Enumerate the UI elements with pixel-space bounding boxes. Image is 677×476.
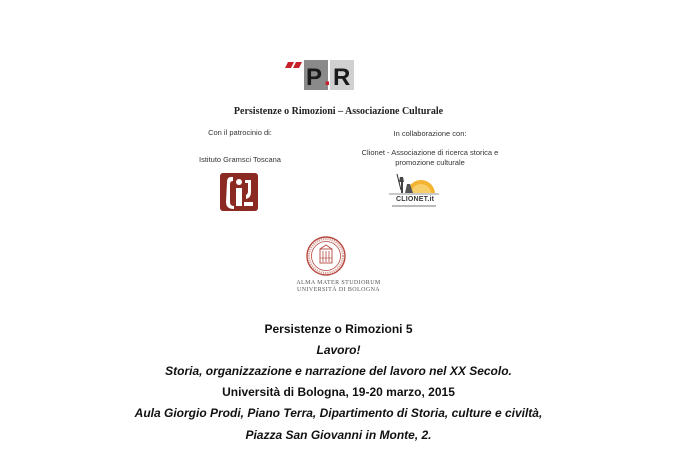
clionet-logo-text: CLIONET.it — [396, 196, 435, 203]
clionet-tagline — [392, 205, 436, 207]
event-address: Piazza San Giovanni in Monte, 2. — [245, 428, 432, 442]
university-line2: UNIVERSITÀ DI BOLOGNA — [296, 287, 381, 293]
clionet-sun-icon — [389, 168, 439, 198]
collaboration-org-line1: Clionet - Associazione di ricerca storica e — [361, 148, 499, 157]
university-line1: ALMA MATER STUDIORUM — [296, 280, 381, 286]
association-name: Persistenze o Rimozioni – Associazione Culturale — [233, 106, 444, 117]
svg-text:.: . — [324, 64, 331, 91]
event-series: Persistenze o Rimozioni 5 — [264, 322, 413, 336]
event-title: Lavoro! — [316, 343, 361, 357]
patronage-label: Con il patrocinio di: — [208, 128, 272, 137]
patronage-institution: Istituto Gramsci Toscana — [199, 155, 281, 164]
unibo-seal — [306, 236, 346, 276]
event-subtitle: Storia, organizzazione e narrazione del lavoro nel XX Secolo. — [165, 364, 512, 378]
gramsci-logo — [219, 172, 259, 212]
svg-text:P: P — [306, 64, 323, 91]
event-venue: Aula Giorgio Prodi, Piano Terra, Dipartimento di Storia, culture e civiltà, — [134, 406, 543, 420]
event-place-date: Università di Bologna, 19-20 marzo, 2015 — [222, 385, 455, 399]
svg-text:R: R — [333, 64, 351, 91]
clionet-logo — [389, 168, 439, 212]
pr-logo — [284, 56, 364, 92]
collaboration-label: In collaborazione con: — [393, 129, 467, 138]
collaboration-org-line2: promozione culturale — [395, 158, 465, 167]
